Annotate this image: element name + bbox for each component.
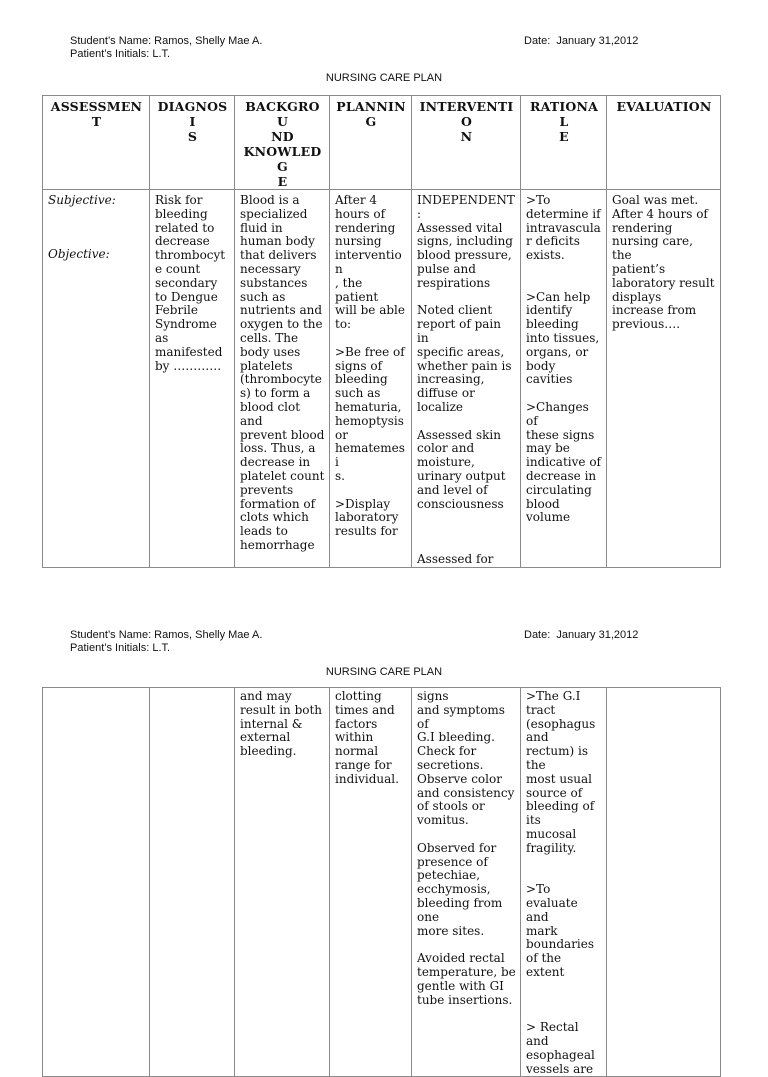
intervention-cell: INDEPENDENT: Assessed vital signs, including blood pressure, pulse and respirations Noted client report of pain in specific areas, whether pain is increasing, diffuse or localize Assessed skin color and moisture, urinary output and level of consciousness Assessed for	[412, 190, 521, 568]
table-row	[43, 190, 721, 568]
plan-date: Date: January 31,2012	[524, 35, 639, 47]
header-evaluation: EVALUATION	[607, 96, 721, 190]
student-name: Student’s Name: Ramos, Shelly Mae A.	[70, 629, 263, 641]
assessment-cell	[43, 688, 150, 1077]
rationale-cell: >To determine if intravascula r deficits exists. >Can help identify bleeding into tissues, organs, or body cavities >Changes of these signs may be indicative of decrease in circulating blood volume	[521, 190, 607, 568]
intervention-cell: signs and symptoms of G.I bleeding. Check for secretions. Observe color and consistency of stools or vomitus. Observed for presence of petechiae, ecchymosis, bleeding from one more sites. Avoided rectal temperature, be gentle with GI tube insertions.	[412, 688, 521, 1077]
assessment-cell	[43, 190, 150, 568]
evaluation-cell: Goal was met. After 4 hours of rendering nursing care, the patient’s laboratory result displays increase from previous….	[607, 190, 721, 568]
background-cell: and may result in both internal & external bleeding.	[235, 688, 330, 1077]
header-intervention: INTERVENTIO N	[412, 96, 521, 190]
care-plan-table	[42, 95, 721, 568]
background-cell: Blood is a specialized fluid in human body that delivers necessary substances such as nutrients and oxygen to the cells. The body uses platelets (thrombocyte s) to form a blood clot and prevent blood loss. Thus, a decrease in platelet count prevents formation of clots which leads to hemorrhage	[235, 190, 330, 568]
table-row	[43, 688, 721, 1077]
diagnosis-cell: Risk for bleeding related to decrease thrombocyt e count secondary to Dengue Febrile Syndrome as manifested by …………	[150, 190, 235, 568]
patient-initials: Patient’s Initials: L.T.	[70, 48, 171, 60]
header-planning: PLANNIN G	[330, 96, 412, 190]
header-background-knowledge: BACKGROU ND KNOWLEDG E	[235, 96, 330, 190]
table-header-row	[43, 96, 721, 190]
care-plan-table-continued	[42, 687, 721, 1077]
care-plan-page-2	[0, 600, 768, 1076]
planning-cell: clotting times and factors within normal range for individual.	[330, 688, 412, 1077]
header-diagnosis: DIAGNOSI S	[150, 96, 235, 190]
student-name: Student’s Name: Ramos, Shelly Mae A.	[70, 35, 263, 47]
diagnosis-cell	[150, 688, 235, 1077]
planning-cell: After 4 hours of rendering nursing intervention , the patient will be able to: >Be free of signs of bleeding such as hematuria, hemoptysis or hematemesi s. >Display laboratory results for	[330, 190, 412, 568]
objective-label: Objective:	[48, 246, 110, 261]
header-assessment: ASSESSMENT	[43, 96, 150, 190]
plan-title: NURSING CARE PLAN	[325, 72, 443, 84]
header-rationale: RATIONAL E	[521, 96, 607, 190]
rationale-cell: >The G.I tract (esophagus and rectum) is the most usual source of bleeding of its mucosal fragility. >To evaluate and mark boundaries of the extent > Rectal and esophageal vessels are	[521, 688, 607, 1077]
patient-initials: Patient’s Initials: L.T.	[70, 642, 171, 654]
plan-date: Date: January 31,2012	[524, 629, 639, 641]
evaluation-cell	[607, 688, 721, 1077]
subjective-label: Subjective:	[48, 193, 116, 207]
plan-title: NURSING CARE PLAN	[325, 666, 443, 678]
